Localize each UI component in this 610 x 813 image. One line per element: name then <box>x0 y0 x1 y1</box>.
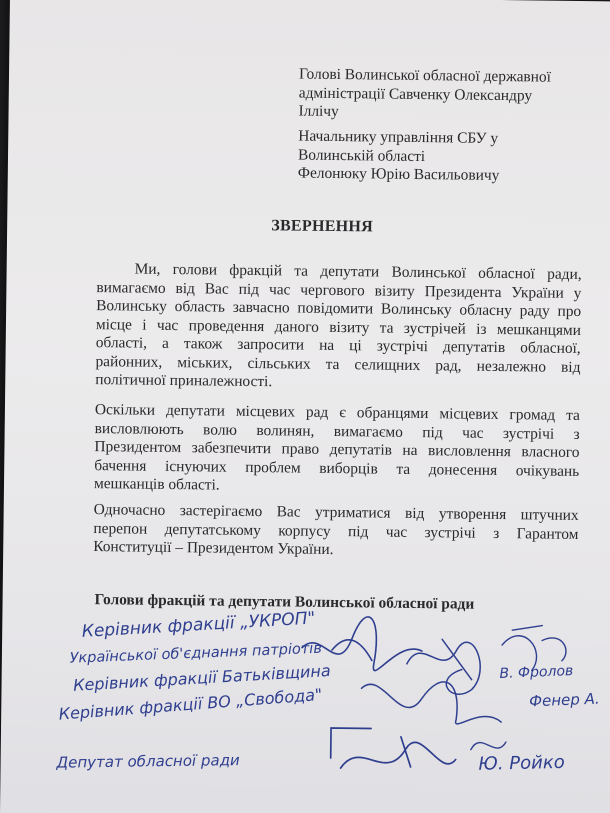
addressee-line: Іллічу <box>298 102 339 121</box>
paragraph-line: Президентом забезпечити право депутатів на висловлення власного <box>94 438 580 461</box>
paragraph-line: районних, міських, сільських та селищних рад, незалежно від <box>95 352 581 376</box>
paragraph-warning <box>93 501 579 562</box>
paragraph-line: Волинську область завчасно повідомити Волинську обласну раду про <box>96 297 582 321</box>
paragraph-demand <box>95 260 582 395</box>
paragraph-line: політичної приналежності. <box>95 371 273 391</box>
handwriting-line-deputy: Депутат обласної ради <box>56 751 240 772</box>
document-title: ЗВЕРНЕННЯ <box>271 217 374 236</box>
signature-scribble <box>361 681 502 724</box>
handwriting-frolov: В. Фролов <box>499 663 574 683</box>
addressee-line: Голові Волинської обласної державної <box>298 65 552 86</box>
signers-heading: Голови фракцій та депутати Волинської обласної ради <box>94 591 475 613</box>
handwriting-line-svoboda: Керівник фракції ВО „Свобода" <box>58 684 323 724</box>
paragraph-line: Ми, голови фракцій та депутати Волинської обласної ради, <box>134 260 582 284</box>
addressee-governor <box>298 66 610 125</box>
handwriting-line-ukrop: Керівник фракції „УКРОП" <box>81 608 316 642</box>
handwritten-signatures <box>0 604 610 813</box>
addressee-line: Волинській області <box>297 146 426 165</box>
signature-scribble <box>406 639 480 695</box>
paragraph-line: Оскільки депутати місцевих рад є обранцями місцевих громад та <box>94 401 580 424</box>
paragraph-line: вимагаємо від Вас під час чергового візиту Президента України у <box>96 278 582 302</box>
paragraph-rights <box>94 401 580 499</box>
addressee-line: Начальнику управління СБУ у <box>298 127 499 147</box>
paragraph-line: області, а також запросити на ці зустрічі депутатів обласної, <box>95 334 581 357</box>
handwriting-line-patriots: Української об'єднання патріотів <box>69 640 323 667</box>
paragraph-line: мешканців області. <box>93 475 220 494</box>
signature-scribble <box>471 742 506 750</box>
paragraph-line: Одночасно застерігаємо Вас утриматися від утворення штучних <box>93 501 579 524</box>
paragraph-line: місце і час проведення даного візиту та зустрічей із мешканцями <box>95 315 582 339</box>
signature-scribble <box>331 728 456 770</box>
paragraph-line: висловлюють волю волинян, вимагаємо під час зустрічі з <box>94 419 580 443</box>
addressee-line: адміністрації Савченку Олександру <box>298 84 533 104</box>
handwriting-line-batkivshchyna: Керівник фракції Батьківщина <box>72 661 332 695</box>
handwriting-roiko: Ю. Ройко <box>478 751 565 775</box>
paragraph-line: Конституції – Президентом України. <box>93 538 334 558</box>
handwriting-fener: Фенер А. <box>528 689 600 711</box>
paragraph-line: перепон депутатському корпусу під час зустрічі з Гарантом <box>93 519 579 543</box>
addressee-line: Фелонюку Юрію Васильовичу <box>297 164 500 184</box>
addressee-sbu <box>298 128 610 187</box>
paragraph-line: бачення існуючих проблем виборців та донесення очікувань <box>94 456 580 480</box>
